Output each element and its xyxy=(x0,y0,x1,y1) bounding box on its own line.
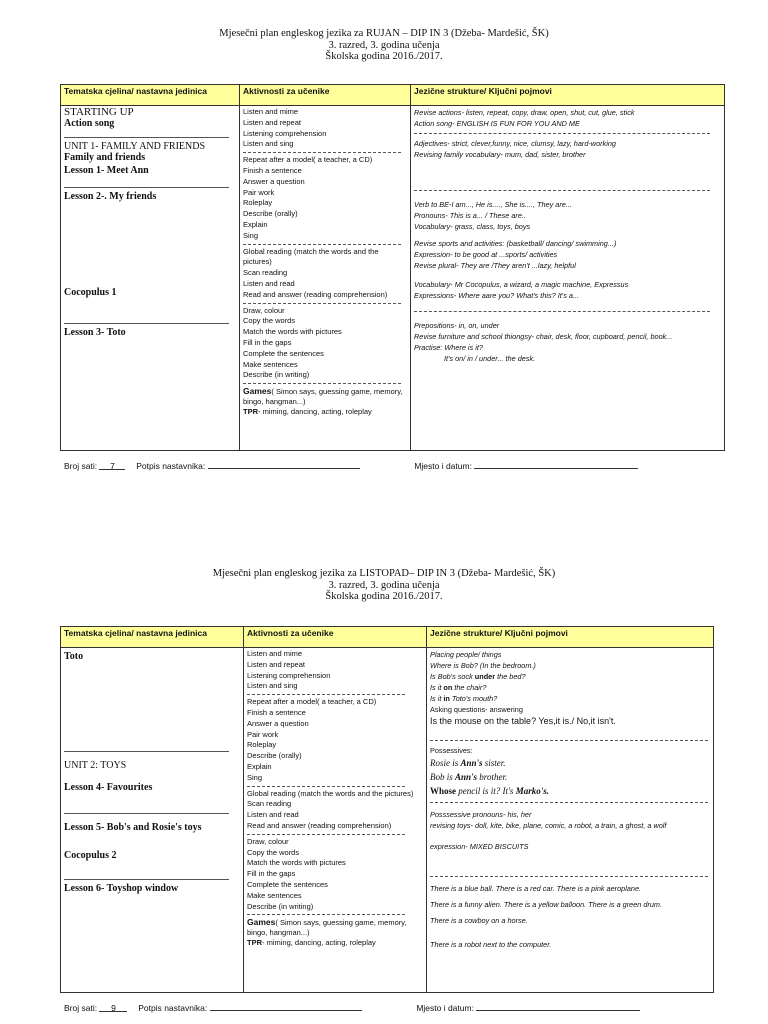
activity-item: Match the words with pictures xyxy=(243,327,342,337)
activity-item: Read and answer (reading comprehension) xyxy=(247,820,392,830)
activity-item: Scan reading xyxy=(243,268,288,278)
kp-vocab-2: Vocabulary- Mr Cocopulus, a wizard, a magic machine, Expressus xyxy=(414,280,629,289)
kp-toys: revising toys- doll, kite, bike, plane, comic, a robot, a train, a ghost, a wolf xyxy=(430,821,667,830)
topic-starting-up: STARTING UP xyxy=(64,106,134,118)
separator xyxy=(430,876,708,877)
separator xyxy=(243,303,401,304)
hours-label: Broj sati: xyxy=(64,461,98,471)
activities-cell xyxy=(244,648,427,993)
kp-asking: Asking questions- answering xyxy=(430,705,523,714)
place-date-label: Mjesto i datum: xyxy=(416,1003,474,1013)
activity-item: Complete the sentences xyxy=(247,879,328,889)
activity-item: Draw, colour xyxy=(243,305,285,315)
signature-label: Potpis nastavnika: xyxy=(136,461,206,471)
plan-table xyxy=(60,84,725,451)
hours-value: 9 xyxy=(99,1003,127,1012)
kp-practise: Practise: Where is it? xyxy=(414,343,483,352)
header-topic: Tematska cjelina/ nastavna jedinica xyxy=(61,85,240,106)
activity-item: Sing xyxy=(243,230,259,240)
activity-item: Copy the words xyxy=(247,847,300,857)
topic-cocopulus-2: Cocopulus 2 xyxy=(64,850,117,861)
activity-item: Copy the words xyxy=(243,316,296,326)
activity-item: Finish a sentence xyxy=(247,707,306,717)
plan-footer xyxy=(64,1002,640,1013)
activity-group-writing xyxy=(243,306,407,382)
plan-footer xyxy=(64,460,638,471)
topic-cell xyxy=(61,106,240,451)
plan-listopad xyxy=(0,568,768,1013)
activity-group-reading xyxy=(243,247,407,301)
kp-verb-be: Verb to BE-I am..., He is...., She is...., They are... xyxy=(414,200,572,209)
activity-item: Listen and sing xyxy=(243,139,294,149)
topic-family-friends: Family and friends xyxy=(64,152,146,163)
kp-pronouns: Pronouns- This is a... / These are.. xyxy=(414,211,526,220)
kp-bob: Bob is Ann's brother. xyxy=(430,772,508,782)
plan-table xyxy=(60,626,714,993)
separator xyxy=(64,813,229,814)
activity-item: Scan reading xyxy=(247,799,292,809)
kp-chair: Is it on the chair? xyxy=(430,683,487,692)
activity-group-reading xyxy=(247,789,423,832)
topic-lesson-6: Lesson 6- Toyshop window xyxy=(64,883,179,894)
signature-line xyxy=(208,460,360,469)
separator xyxy=(64,187,229,188)
separator xyxy=(64,137,229,138)
activity-item: Roleplay xyxy=(247,740,277,750)
topic-toto: Toto xyxy=(64,651,84,662)
activity-item: Listen and mime xyxy=(243,107,299,116)
plan-grade: 3. razred, 3. godina učenja xyxy=(328,39,440,51)
header-activities: Aktivnosti za učenike xyxy=(244,627,427,648)
activities-cell xyxy=(240,106,411,451)
topic-unit-2: UNIT 2: TOYS xyxy=(64,760,127,771)
plan-header xyxy=(0,28,768,63)
activity-item: Describe (in writing) xyxy=(247,901,314,911)
activity-item: Listen and repeat xyxy=(247,659,305,669)
kp-sports: Revise sports and activities: (basketball/ dancing/ swimming...) xyxy=(414,239,617,248)
activity-item: Describe (orally) xyxy=(243,209,298,219)
kp-family-vocab: Revising family vocabulary- mum, dad, sister, brother xyxy=(414,150,586,159)
separator xyxy=(414,190,710,191)
activity-item: Match the words with pictures xyxy=(247,858,346,868)
separator xyxy=(243,383,401,384)
topic-cell xyxy=(61,648,244,993)
kp-there-3: There is a cowboy on a horse. xyxy=(430,916,528,925)
separator xyxy=(247,834,405,835)
activity-tpr: TPR- miming, dancing, acting, roleplay xyxy=(247,938,376,948)
kp-whose: Whose pencil is it? It's Marko's. xyxy=(430,786,549,796)
header-structures: Jezične strukture/ Ključni pojmovi xyxy=(411,85,725,106)
separator xyxy=(64,323,229,324)
activity-item: Listen and read xyxy=(247,810,299,820)
activity-item: Describe (in writing) xyxy=(243,370,310,380)
kp-mouth: Is it in Toto's mouth? xyxy=(430,694,498,703)
kp-practise-answer: It's on/ in / under... the desk. xyxy=(444,354,536,363)
separator xyxy=(414,311,710,312)
kp-there-2: There is a funny alien. There is a yellow balloon. There is a green drum. xyxy=(430,900,662,909)
activity-item: Listen and read xyxy=(243,278,295,288)
activity-item: Answer a question xyxy=(243,176,305,186)
plan-title: Mjesečni plan engleskog jezika za RUJAN – DIP IN 3 (Džeba- Mardešić, ŠK) xyxy=(219,28,549,39)
kp-expression: Expression- to be good at ...sports/ activities xyxy=(414,250,558,259)
kp-adjectives: Adjectives- strict, clever,funny, nice, clumsy, lazy, hard-working xyxy=(414,139,616,148)
place-date-line xyxy=(474,460,638,469)
separator xyxy=(247,694,405,695)
activity-tpr: TPR- miming, dancing, acting, roleplay xyxy=(243,407,372,417)
activity-group-writing xyxy=(247,837,423,913)
signature-line xyxy=(210,1002,362,1011)
kp-prepositions: Prepositions- in, on, under xyxy=(414,321,500,330)
separator xyxy=(430,802,708,803)
activity-item: Repeat after a model( a teacher, a CD) xyxy=(247,697,377,707)
activity-item: Listen and mime xyxy=(247,649,303,658)
separator xyxy=(247,914,405,915)
plan-rujan xyxy=(0,28,768,471)
plan-title: Mjesečni plan engleskog jezika za LISTOPAD– DIP IN 3 (Džeba- Mardešić, ŠK) xyxy=(212,568,556,579)
activity-item: Global reading (match the words and the pictures) xyxy=(247,788,414,798)
separator xyxy=(414,133,710,134)
topic-cocopulus-1: Cocopulus 1 xyxy=(64,287,117,298)
activity-item: Explain xyxy=(243,219,268,229)
topic-lesson-4: Lesson 4- Favourites xyxy=(64,782,153,793)
activity-games: Games( Simon says, guessing game, memory, bingo, hangman...) xyxy=(243,386,403,407)
activity-games: Games( Simon says, guessing game, memory, bingo, hangman...) xyxy=(247,917,407,938)
activity-group-listening xyxy=(247,649,423,692)
kp-there-4: There is a robot next to the computer. xyxy=(430,940,552,949)
structures-cell xyxy=(427,648,714,993)
kp-revise-actions: Revise actions- listen, repeat, copy, draw, open, shut, cut, glue, stick xyxy=(414,108,635,117)
activity-item: Listening comprehension xyxy=(247,670,331,680)
activity-item: Read and answer (reading comprehension) xyxy=(243,289,388,299)
activity-item: Make sentences xyxy=(243,359,298,369)
kp-rosie: Rosie is Ann's sister. xyxy=(430,758,506,768)
activity-item: Explain xyxy=(247,761,272,771)
plan-school-year: Školska godina 2016./2017. xyxy=(325,591,443,602)
separator xyxy=(247,786,405,787)
activity-item: Describe (orally) xyxy=(247,751,302,761)
plan-grade: 3. razred, 3. godina učenja xyxy=(328,579,440,591)
header-topic: Tematska cjelina/ nastavna jedinica xyxy=(61,627,244,648)
kp-sock: Is Bob's sock under the bed? xyxy=(430,672,526,681)
kp-where-bob: Where is Bob? (In the bedroom.) xyxy=(430,661,536,670)
activity-item: Make sentences xyxy=(247,890,302,900)
activity-item: Roleplay xyxy=(243,198,273,208)
activity-item: Repeat after a model( a teacher, a CD) xyxy=(243,155,373,165)
activity-item: Global reading (match the words and the pictures) xyxy=(243,246,379,267)
activity-item: Fill in the gaps xyxy=(247,869,296,879)
kp-placing: Placing people/ things xyxy=(430,650,502,659)
activity-item: Listen and repeat xyxy=(243,117,301,127)
structures-cell xyxy=(411,106,725,451)
kp-expression: expression- MIXED BISCUITS xyxy=(430,842,529,851)
activity-item: Answer a question xyxy=(247,718,309,728)
separator xyxy=(64,751,229,752)
header-structures: Jezične strukture/ Ključni pojmovi xyxy=(427,627,714,648)
kp-mouse: Is the mouse on the table? Yes,it is./ No,it isn't. xyxy=(430,716,616,726)
kp-vocab-1: Vocabulary- grass, class, toys, boys xyxy=(414,222,531,231)
separator xyxy=(243,244,401,245)
activity-item: Finish a sentence xyxy=(243,165,302,175)
place-date-label: Mjesto i datum: xyxy=(414,461,472,471)
plan-school-year: Školska godina 2016./2017. xyxy=(325,51,443,62)
topic-action-song: Action song xyxy=(64,118,115,129)
activity-item: Draw, colour xyxy=(247,836,289,846)
activity-item: Listen and sing xyxy=(247,681,298,691)
kp-furniture: Revise furniture and school thiongsy- chair, desk, floor, cupboard, pencil, book... xyxy=(414,332,673,341)
activity-item: Pair work xyxy=(247,729,279,739)
activity-group-speaking xyxy=(243,155,407,241)
kp-expressions: Expressions- Where aare you? What's this? It's a... xyxy=(414,291,580,300)
activity-item: Listening comprehension xyxy=(243,128,327,138)
separator xyxy=(430,740,708,741)
topic-lesson-3: Lesson 3- Toto xyxy=(64,327,126,338)
activity-group-speaking xyxy=(247,697,423,783)
topic-lesson-5: Lesson 5- Bob's and Rosie's toys xyxy=(64,822,202,833)
hours-value: 7 xyxy=(99,461,125,470)
separator xyxy=(64,879,229,880)
kp-possessives: Possessives: xyxy=(430,746,473,755)
activity-group-listening xyxy=(243,107,407,150)
hours-label: Broj sati: xyxy=(64,1003,98,1013)
separator xyxy=(243,152,401,153)
topic-lesson-2: Lesson 2-. My friends xyxy=(64,191,157,202)
place-date-line xyxy=(476,1002,640,1011)
activity-item: Fill in the gaps xyxy=(243,337,292,347)
signature-label: Potpis nastavnika: xyxy=(138,1003,208,1013)
topic-unit-1: UNIT 1- FAMILY AND FRIENDS xyxy=(64,141,206,152)
kp-poss-pronouns: Posssessive pronouns- his, her xyxy=(430,810,532,819)
topic-lesson-1: Lesson 1- Meet Ann xyxy=(64,165,149,176)
activity-item: Pair work xyxy=(243,187,275,197)
kp-action-song: Action song- ENGLISH IS FUN FOR YOU AND ME xyxy=(414,119,580,128)
kp-plural: Revise plural- They are /They aren't ...lazy, helpful xyxy=(414,261,576,270)
kp-there-1: There is a blue ball. There is a red car. There is a pink aeroplane. xyxy=(430,884,642,893)
activity-item: Complete the sentences xyxy=(243,348,324,358)
activity-item: Sing xyxy=(247,772,263,782)
header-activities: Aktivnosti za učenike xyxy=(240,85,411,106)
plan-header xyxy=(0,568,768,603)
